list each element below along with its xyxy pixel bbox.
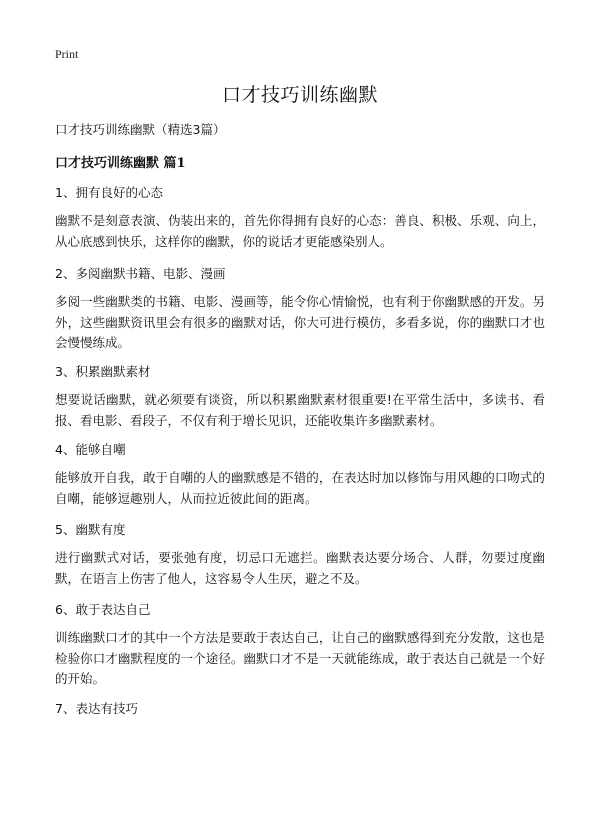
document-subtitle: 口才技巧训练幽默（精选3篇） [55,122,226,137]
section-paragraph-2: 多阅一些幽默类的书籍、电影、漫画等，能令你心情愉悦，也有利于你幽默感的开发。另外，这些幽默资讯里会有很多的幽默对话，你大可进行模仿，多看多说，你的幽默口才也会慢慢练成。 [55,294,545,350]
section-heading-5: 5、幽默有度 [55,522,126,537]
print-label: Print [55,47,79,61]
section-paragraph-4: 能够放开自我，敢于自嘲的人的幽默感是不错的，在表达时加以修饰与用风趣的口吻式的自嘲，能够逗趣别人，从而拉近彼此间的距离。 [55,470,545,506]
section-paragraph-3: 想要说话幽默，就必须要有谈资，所以积累幽默素材很重要!在平常生活中，多读书、看报、看电影、看段子，不仅有利于增长见识，还能收集许多幽默素材。 [55,392,545,428]
section-paragraph-5: 进行幽默式对话，要张弛有度，切忌口无遮拦。幽默表达要分场合、人群，勿要过度幽默，在语言上伤害了他人，这容易令人生厌，避之不及。 [55,550,545,586]
section-heading-7: 7、表达有技巧 [55,701,138,716]
section-paragraph-1: 幽默不是刻意表演、伪装出来的，首先你得拥有良好的心态：善良、积极、乐观、向上，从心底感到快乐，这样你的幽默，你的说话才更能感染别人。 [55,213,545,249]
section-heading-4: 4、能够自嘲 [55,442,126,457]
section-paragraph-6: 训练幽默口才的其中一个方法是要敢于表达自己，让自己的幽默感得到充分发散，这也是检验你口才幽默程度的一个途径。幽默口才不是一天就能练成，敢于表达自己就是一个好的开始。 [55,630,545,686]
section-heading-2: 2、多阅幽默书籍、电影、漫画 [55,266,226,281]
section-heading-6: 6、敢于表达自己 [55,602,151,617]
section-heading-3: 3、积累幽默素材 [55,364,151,379]
page-title: 口才技巧训练幽默 [221,84,378,106]
section-heading-1: 1、拥有良好的心态 [55,185,163,200]
part-heading: 口才技巧训练幽默 篇1 [55,156,186,171]
